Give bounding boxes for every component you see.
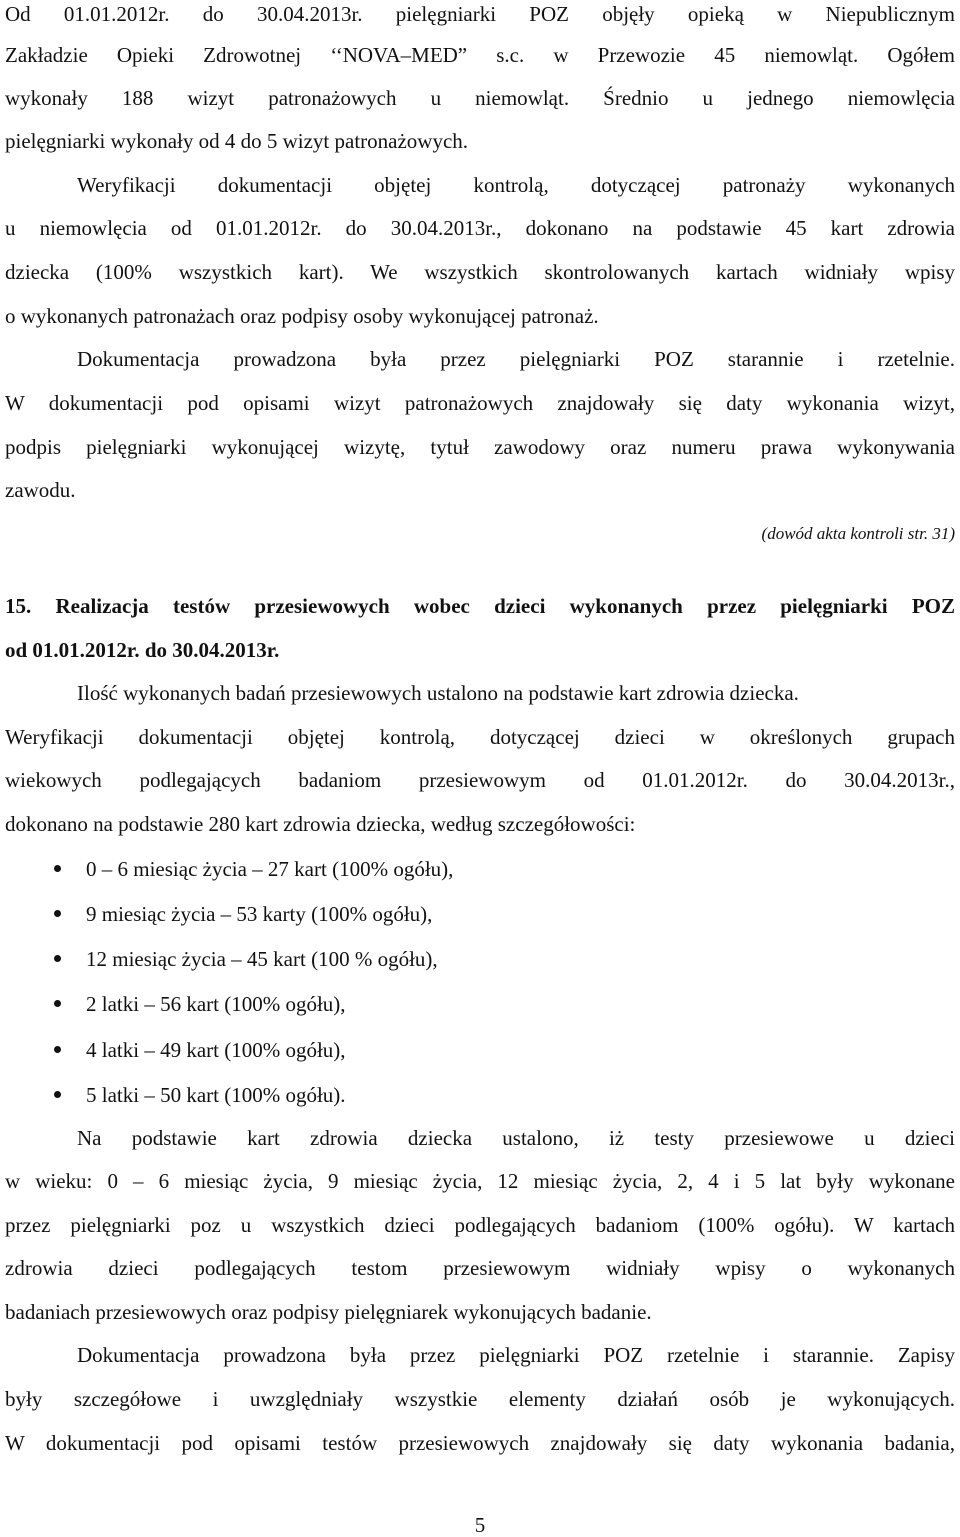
paragraph-2-line-4: o wykonanych patronażach oraz podpisy osoby wykonującej patronaż.	[5, 304, 599, 328]
paragraph-3-line-2: W dokumentacji pod opisami wizyt patronażowych znajdowały się daty wykonania wizyt,	[5, 391, 955, 415]
list-item: 9 miesiąc życia – 53 karty (100% ogółu),	[86, 902, 433, 926]
list-item: 5 latki – 50 kart (100% ogółu).	[86, 1083, 346, 1107]
bullet-icon	[54, 1046, 61, 1053]
paragraph-1-line-3: wykonały 188 wizyt patronażowych u niemowląt. Średnio u jednego niemowlęcia	[5, 86, 955, 110]
list-item: 4 latki – 49 kart (100% ogółu),	[86, 1038, 346, 1062]
bullet-icon	[54, 1091, 61, 1098]
paragraph-5-line-5: badaniach przesiewowych oraz podpisy pielęgniarek wykonujących badanie.	[5, 1300, 652, 1324]
page-number: 5	[474, 1513, 486, 1537]
list-item: 2 latki – 56 kart (100% ogółu),	[86, 992, 346, 1016]
paragraph-4-line-1: Ilość wykonanych badań przesiewowych ustalono na podstawie kart zdrowia dziecka.	[77, 681, 799, 705]
paragraph-5-line-4: zdrowia dzieci podlegających testom przesiewowym widniały wpisy o wykonanych	[5, 1256, 955, 1280]
list-item: 0 – 6 miesiąc życia – 27 kart (100% ogółu),	[86, 857, 454, 881]
paragraph-4-line-3: wiekowych podlegających badaniom przesiewowym od 01.01.2012r. do 30.04.2013r.,	[5, 768, 955, 792]
bullet-icon	[54, 955, 61, 962]
section-heading-line-2: od 01.01.2012r. do 30.04.2013r.	[5, 638, 280, 662]
paragraph-5-line-2: w wieku: 0 – 6 miesiąc życia, 9 miesiąc życia, 12 miesiąc życia, 2, 4 i 5 lat były wykonane	[5, 1169, 955, 1193]
paragraph-6-line-3: W dokumentacji pod opisami testów przesiewowych znajdowały się daty wykonania badania,	[5, 1431, 955, 1455]
paragraph-2-line-2: u niemowlęcia od 01.01.2012r. do 30.04.2013r., dokonano na podstawie 45 kart zdrowia	[5, 216, 955, 240]
paragraph-2-line-1: Weryfikacji dokumentacji objętej kontrolą, dotyczącej patronaży wykonanych	[77, 173, 955, 197]
paragraph-3-line-1: Dokumentacja prowadzona była przez pielęgniarki POZ starannie i rzetelnie.	[77, 347, 955, 371]
bullet-icon	[54, 910, 61, 917]
evidence-note: (dowód akta kontroli str. 31)	[761, 524, 955, 543]
paragraph-1-line-2: Zakładzie Opieki Zdrowotnej ‘‘NOVA–MED” s.c. w Przewozie 45 niemowląt. Ogółem	[5, 43, 955, 67]
section-heading-line-1: 15. Realizacja testów przesiewowych wobec dzieci wykonanych przez pielęgniarki POZ	[5, 594, 955, 618]
bullet-icon	[54, 1000, 61, 1007]
list-item: 12 miesiąc życia – 45 kart (100 % ogółu),	[86, 947, 438, 971]
paragraph-3-line-3: podpis pielęgniarki wykonującej wizytę, tytuł zawodowy oraz numeru prawa wykonywania	[5, 435, 955, 459]
paragraph-5-line-1: Na podstawie kart zdrowia dziecka ustalono, iż testy przesiewowe u dzieci	[77, 1126, 955, 1150]
paragraph-4-line-2: Weryfikacji dokumentacji objętej kontrolą, dotyczącej dzieci w określonych grupach	[5, 725, 955, 749]
paragraph-2-line-3: dziecka (100% wszystkich kart). We wszystkich skontrolowanych kartach widniały wpisy	[5, 260, 955, 284]
paragraph-1-line-4: pielęgniarki wykonały od 4 do 5 wizyt patronażowych.	[5, 129, 469, 153]
paragraph-6-line-1: Dokumentacja prowadzona była przez pielęgniarki POZ rzetelnie i starannie. Zapisy	[77, 1343, 955, 1367]
paragraph-3-line-4: zawodu.	[5, 478, 76, 502]
paragraph-1-line-1: Od 01.01.2012r. do 30.04.2013r. pielęgniarki POZ objęły opieką w Niepublicznym	[5, 2, 955, 26]
paragraph-5-line-3: przez pielęgniarki poz u wszystkich dzieci podlegających badaniom (100% ogółu). W kartach	[5, 1213, 955, 1237]
paragraph-4-line-4: dokonano na podstawie 280 kart zdrowia dziecka, według szczegółowości:	[5, 812, 636, 836]
paragraph-6-line-2: były szczegółowe i uwzględniały wszystkie elementy działań osób je wykonujących.	[5, 1387, 955, 1411]
bullet-icon	[54, 865, 61, 872]
